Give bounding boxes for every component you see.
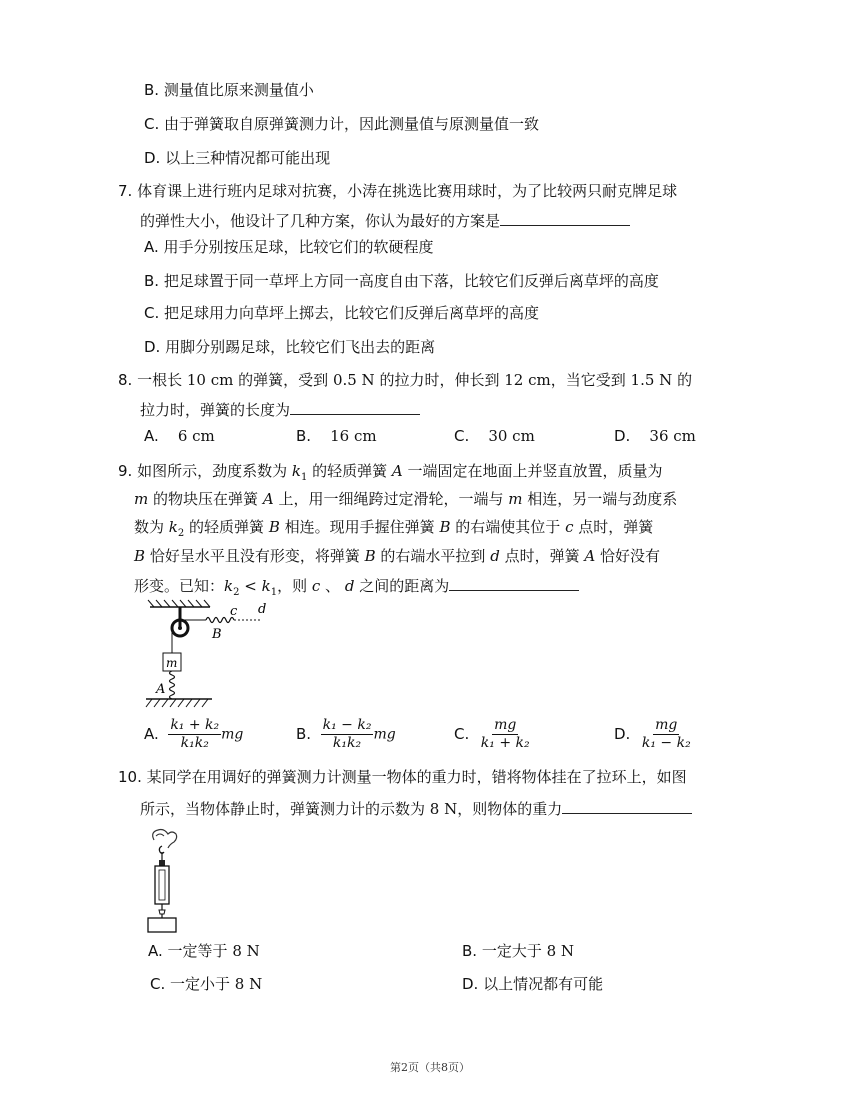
- q10-option-c: C. 一定小于 8 N: [150, 975, 263, 993]
- q7-option-d: D. 用脚分别踢足球，比较它们飞出去的距离: [144, 338, 436, 356]
- q6-option-d: D. 以上三种情况都可能出现: [144, 149, 331, 167]
- label-m: m: [166, 656, 178, 670]
- q9-option-c: C. $\frac{mg}{\text{k₁ + k₂}}$: [454, 717, 530, 751]
- q8-answer-blank[interactable]: [290, 398, 420, 415]
- q8-text: 的拉力时，伸长到: [379, 371, 500, 389]
- q9-stem-line5: 形变。已知：$k_2 < k_1$，则 c 、 d 之间的距离为: [134, 574, 579, 604]
- q10-option-a: A. 一定等于 8 N: [148, 942, 260, 960]
- q9-stem-line1: 9. 如图所示，劲度系数为 $k_1$ 的轻质弹簧 A 一端固定在地面上并竖直放置，质量为: [118, 462, 663, 483]
- q9-stem-line3: 数为 $k_2$ 的轻质弹簧 B 相连。现用手握住弹簧 B 的右端使其位于 c 点时，弹簧: [134, 518, 654, 539]
- q7-option-a: A. 用手分别按压足球，比较它们的软硬程度: [144, 238, 434, 256]
- q9-pulley-spring-diagram: [142, 597, 282, 712]
- q8-option-a: A. 6 cm: [144, 427, 215, 445]
- hanging-object: [148, 918, 176, 932]
- q8-option-d: D. 36 cm: [614, 427, 696, 445]
- q8-length-1: 10 cm: [186, 371, 234, 389]
- q7-stem-line1: 7. 体育课上进行班内足球对抗赛，小涛在挑选比赛用球时，为了比较两只耐克牌足球: [118, 182, 678, 200]
- q8-length-2: 12 cm: [504, 371, 551, 389]
- q6-option-b: B. 测量值比原来测量值小: [144, 81, 314, 99]
- q8-text: 拉力时，弹簧的长度为: [140, 401, 291, 419]
- q7-stem-line2: [140, 209, 630, 232]
- q9-answer-blank[interactable]: [449, 574, 579, 591]
- q8-stem-line1: [118, 369, 692, 391]
- q8-text: ，当它受到: [550, 371, 626, 389]
- q7-answer-blank[interactable]: [500, 209, 630, 226]
- label-A: A: [156, 682, 166, 697]
- q8-option-c: C. 30 cm: [454, 427, 535, 445]
- q7-stem-text: 的弹性大小，他设计了几种方案，你认为最好的方案是: [140, 212, 501, 230]
- q7-option-c: C. 把足球用力向草坪上掷去，比较它们反弹后离草坪的高度: [144, 304, 540, 322]
- hook-block: [159, 860, 165, 866]
- q7-option-b: B. 把足球置于同一草坪上方同一高度自由下落，比较它们反弹后离草坪的高度: [144, 272, 659, 290]
- q8-force-1: 0.5 N: [332, 371, 375, 389]
- q10-option-b: B. 一定大于 8 N: [462, 942, 575, 960]
- spring-a-icon: [170, 671, 175, 699]
- q8-text: 8. 一根长: [118, 371, 183, 389]
- q10-reading: 8 N: [429, 800, 458, 818]
- q8-force-2: 1.5 N: [630, 371, 673, 389]
- q9-option-d: D. $\frac{mg}{\text{k₁ − k₂}}$: [614, 717, 691, 751]
- q8-stem-line2: [140, 398, 420, 421]
- page-number-footer: 第2页（共8页）: [390, 1061, 470, 1074]
- q8-text: 的弹簧，受到: [238, 371, 329, 389]
- q9-stem-line2: m 的物块压在弹簧 A 上，用一细绳跨过定滑轮，一端与 m 相连，另一端与劲度系: [134, 490, 678, 508]
- q10-spring-scale-diagram: [142, 826, 192, 936]
- q10-stem-line2: 所示，当物体静止时，弹簧测力计的示数为 8 N，则物体的重力: [140, 797, 692, 820]
- scale-body: [155, 866, 169, 904]
- q9-option-a: A. $\frac{\text{k₁ + k₂}}{\text{k₁k₂}}$ mg: [144, 717, 244, 751]
- label-B: B: [212, 627, 222, 642]
- q10-option-d: D. 以上情况都有可能: [462, 975, 604, 993]
- q8-option-b: B. 16 cm: [296, 427, 377, 445]
- q9-option-b: B. $\frac{\text{k₁ − k₂}}{\text{k₁k₂}}$ mg: [296, 717, 396, 751]
- q10-answer-blank[interactable]: [562, 797, 692, 814]
- label-c: c: [230, 604, 238, 619]
- label-d: d: [258, 602, 267, 617]
- q6-option-c: C. 由于弹簧取自原弹簧测力计，因此测量值与原测量值一致: [144, 115, 540, 133]
- q8-text: 的: [677, 371, 693, 389]
- hand-icon: [153, 830, 177, 849]
- q9-stem-line4: B 恰好呈水平且没有形变，将弹簧 B 的右端水平拉到 d 点时，弹簧 A 恰好没有: [134, 547, 661, 565]
- q10-stem-line1: 10. 某同学在用调好的弹簧测力计测量一物体的重力时，错将物体挂在了拉环上，如图: [118, 768, 687, 786]
